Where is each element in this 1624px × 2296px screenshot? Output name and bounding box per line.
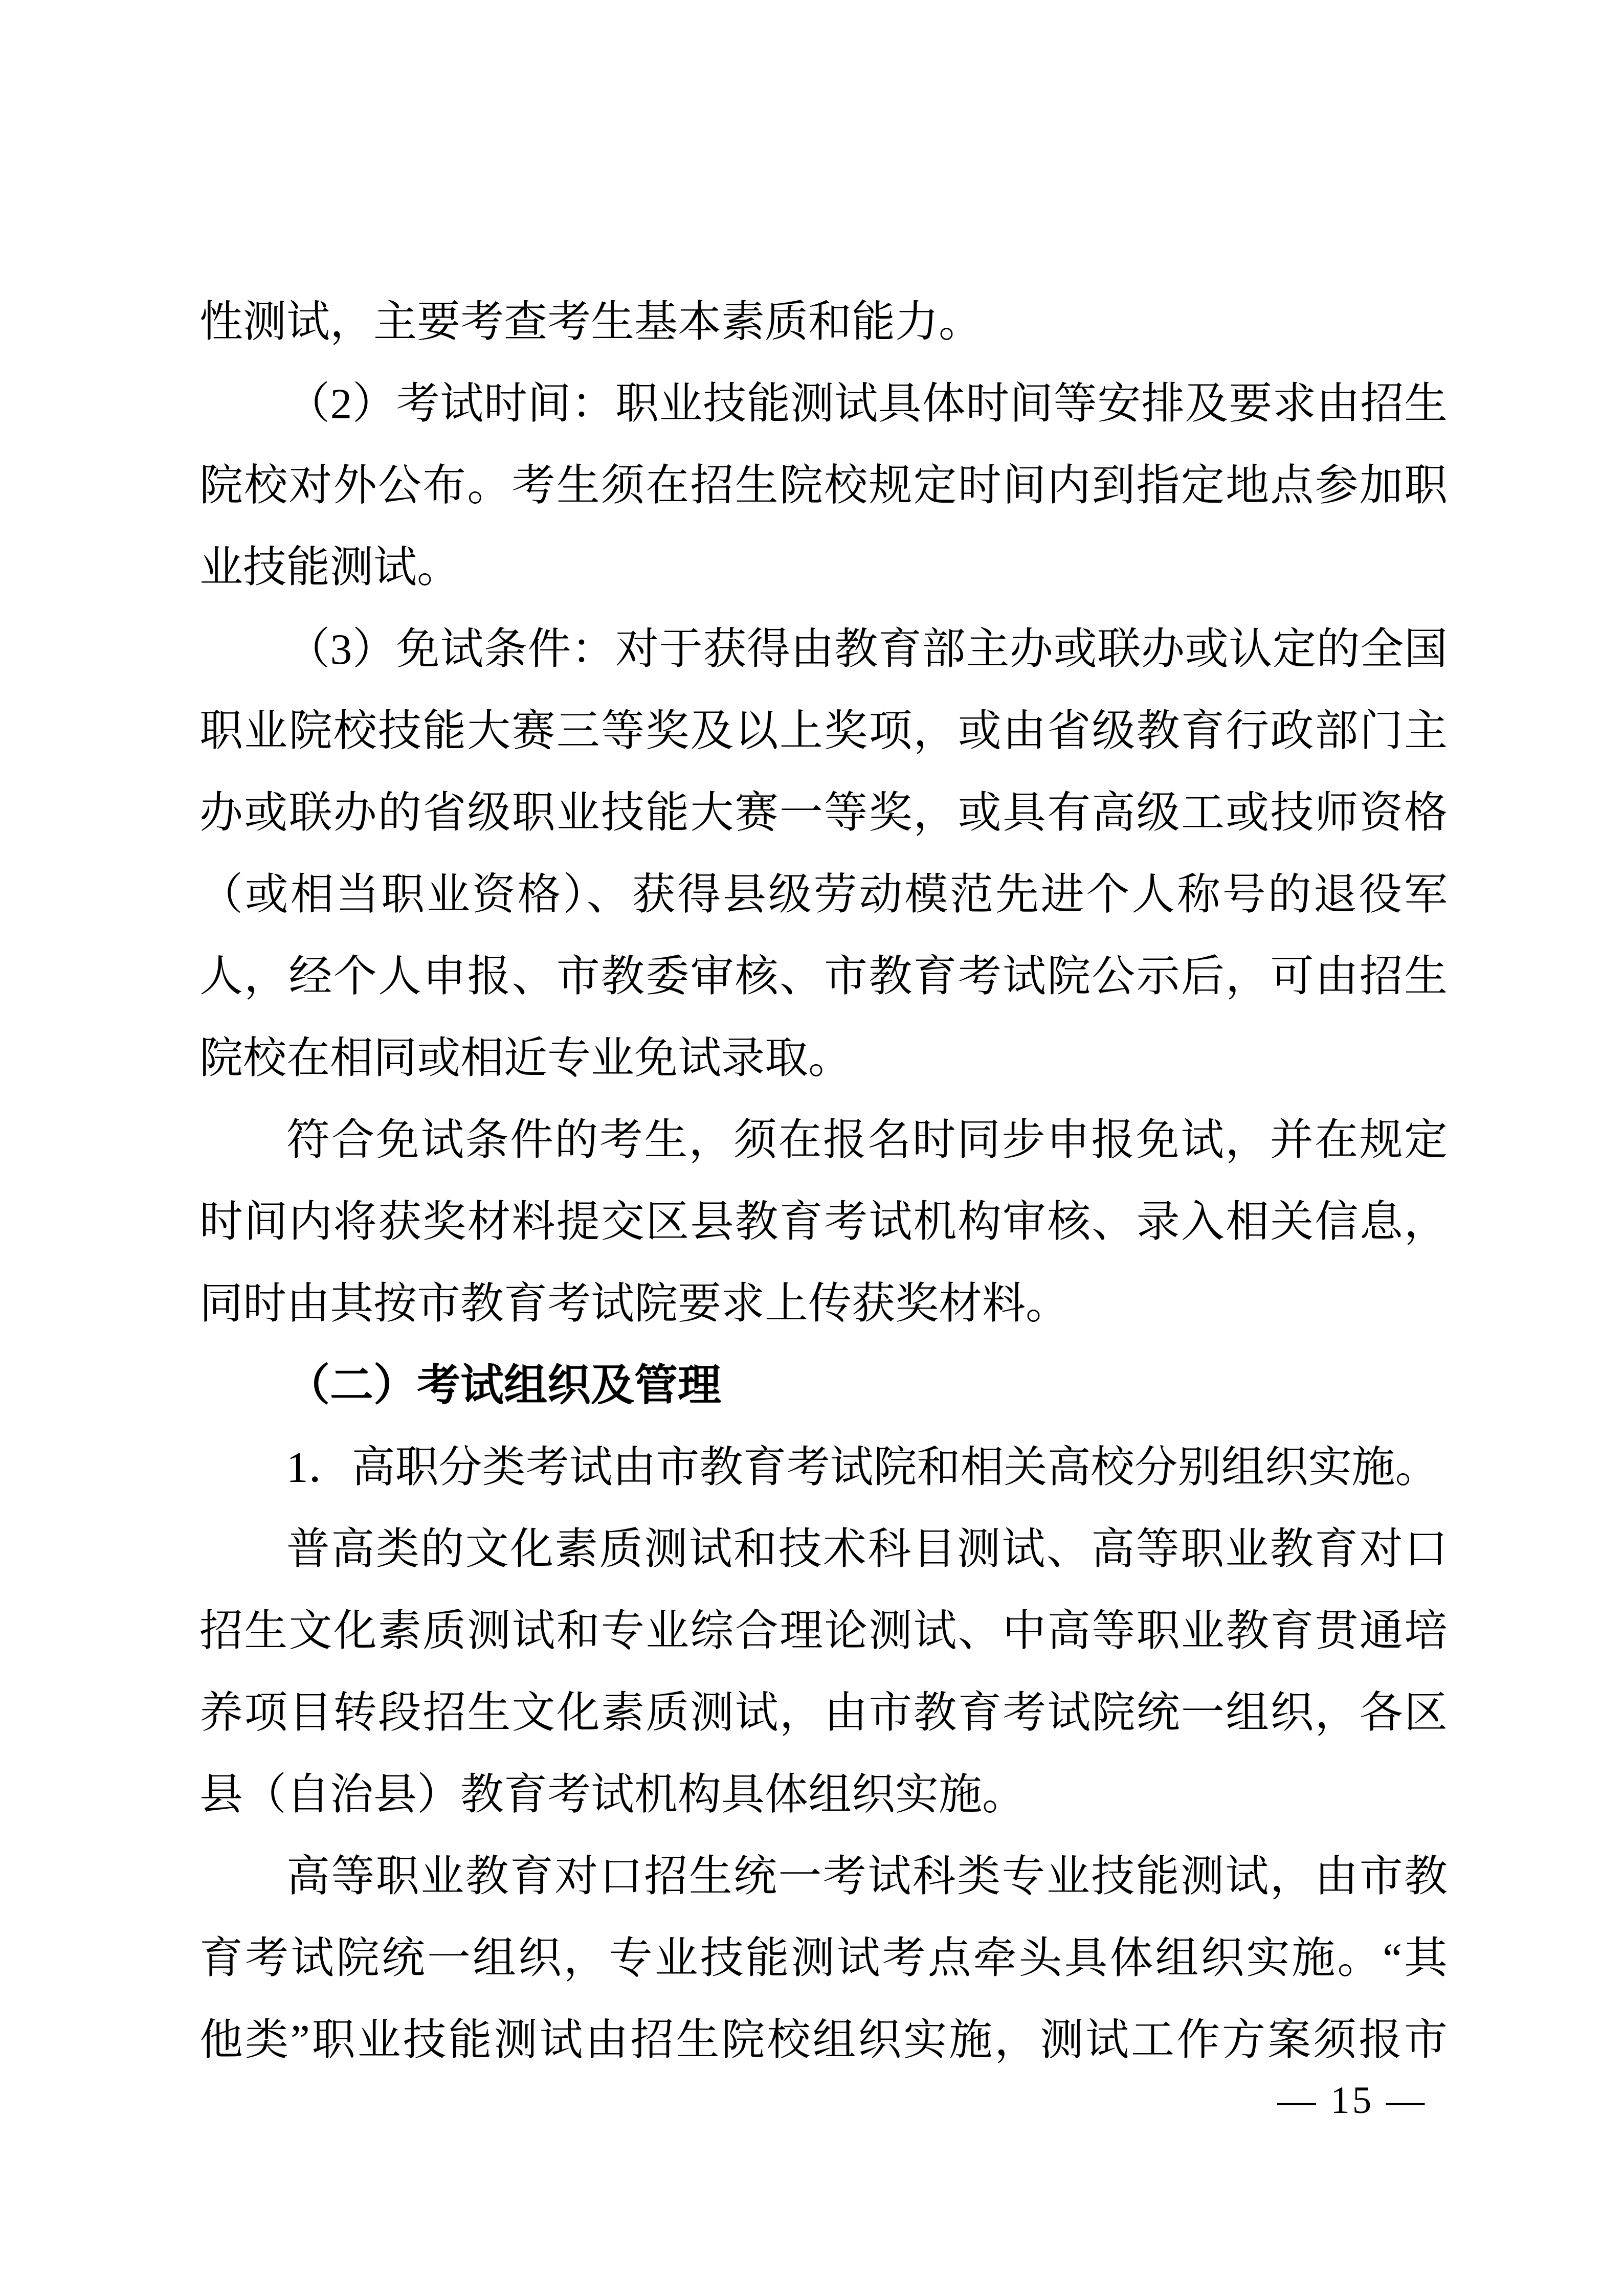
body-line: 时间内将获奖材料提交区县教育考试机构审核、录入相关信息，: [199, 1198, 1448, 1246]
body-line: 高等职业教育对口招生统一考试科类专业技能测试，由市教: [286, 1853, 1448, 1901]
body-line: 性测试，主要考查考生基本素质和能力。: [199, 298, 983, 346]
section-heading: （二）考试组织及管理: [286, 1362, 722, 1410]
body-line: 养项目转段招生文化素质测试，由市教育考试院统一组织，各区: [199, 1689, 1448, 1737]
body-line: （2）考试时间：职业技能测试具体时间等安排及要求由招生: [286, 380, 1448, 428]
body-line: 院校在相同或相近专业免试录取。: [199, 1034, 852, 1083]
body-line: 普高类的文化素质测试和技术科目测试、高等职业教育对口: [286, 1525, 1448, 1573]
body-line: 同时由其按市教育考试院要求上传获奖材料。: [199, 1280, 1070, 1328]
body-line: 育考试院统一组织，专业技能测试考点牵头具体组织实施。“其: [199, 1934, 1448, 1983]
body-line: 1．高职分类考试由市教育考试院和相关高校分别组织实施。: [286, 1444, 1439, 1492]
body-line: （3）免试条件：对于获得由教育部主办或联办或认定的全国: [286, 625, 1448, 673]
body-line: 职业院校技能大赛三等奖及以上奖项，或由省级教育行政部门主: [199, 707, 1448, 755]
body-line: 招生文化素质测试和专业综合理论测试、中高等职业教育贯通培: [199, 1607, 1448, 1655]
body-line: 院校对外公布。考生须在招生院校规定时间内到指定地点参加职: [199, 462, 1448, 510]
body-line: 他类”职业技能测试由招生院校组织实施，测试工作方案须报市: [199, 2016, 1448, 2064]
body-line: 符合免试条件的考生，须在报名时同步申报免试，并在规定: [286, 1116, 1448, 1164]
body-line: 人，经个人申报、市教委审核、市教育考试院公示后，可由招生: [199, 953, 1448, 1001]
body-line: 县（自治县）教育考试机构具体组织实施。: [199, 1771, 1026, 1819]
body-line: 业技能测试。: [199, 544, 461, 592]
body-line: （或相当职业资格）、获得县级劳动模范先进个人称号的退役军: [199, 871, 1448, 919]
body-line: 办或联办的省级职业技能大赛一等奖，或具有高级工或技师资格: [199, 789, 1448, 837]
content-area: [199, 281, 1448, 2081]
page-number: — 15 —: [1277, 2079, 1427, 2122]
